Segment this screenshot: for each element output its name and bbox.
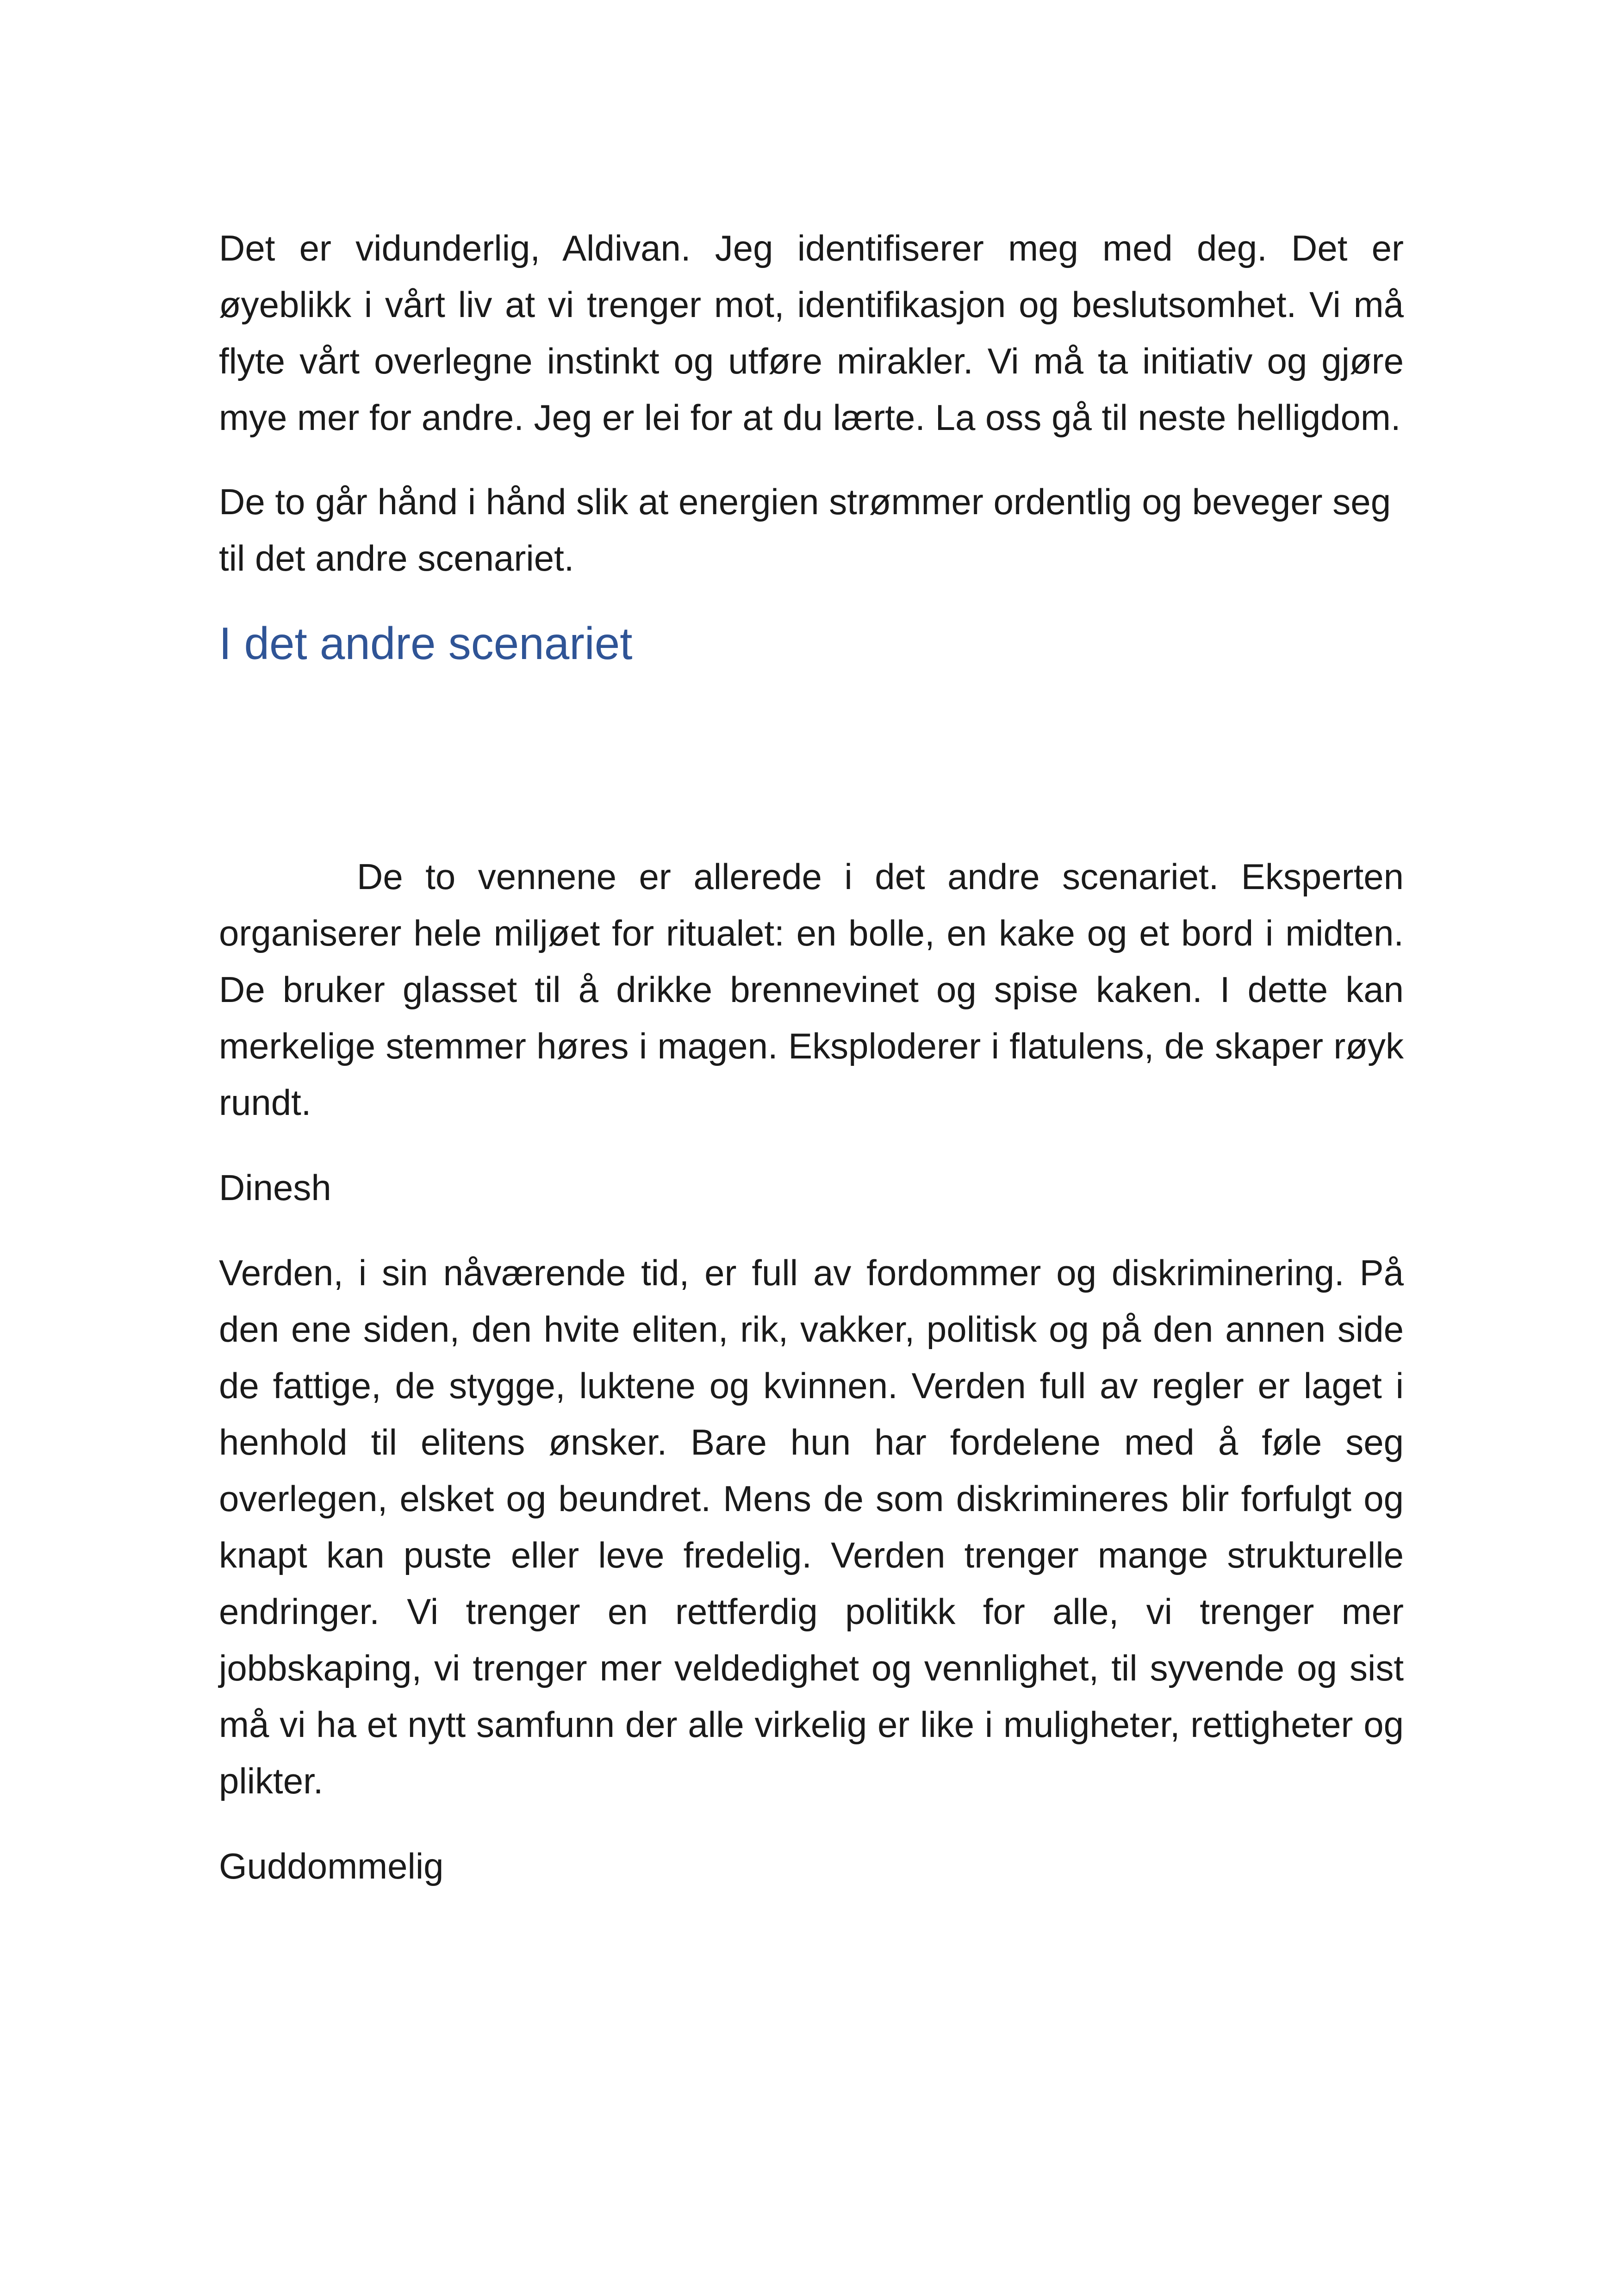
paragraph: De to vennene er allerede i det andre scenariet. Eksperten organiserer hele miljøet for ritualet: en bolle, en kake og et bord i midten. De bruker glasset til å drikke brennevinet og spise kaken. I dette kan merkelige stemmer høres i magen. Eksploderer i flatulens, de skaper røyk rundt. [219, 856, 1404, 1123]
paragraph: De to går hånd i hånd slik at energien strømmer ordentlig og beveger seg til det andre scenariet. [219, 481, 1391, 579]
paragraph: Verden, i sin nåværende tid, er full av fordommer og diskriminering. På den ene siden, den hvite eliten, rik, vakker, politisk og på den annen side de fattige, de stygge, luktene og kvinnen. Verden full av regler er laget i henhold til elitens ønsker. Bare hun har fordelene med å føle seg overlegen, elsket og beundret. Mens de som diskrimineres blir forfulgt og knapt kan puste eller leve fredelig. Verden trenger mange strukturelle endringer. Vi trenger en rettferdig politikk for alle, vi trenger mer jobbskaping, vi trenger mer veldedighet og vennlighet, til syvende og sist må vi ha et nytt samfunn der alle virkelig er like i muligheter, rettigheter og plikter. [219, 1252, 1404, 1801]
document-body [219, 220, 1404, 1894]
paragraph: Det er vidunderlig, Aldivan. Jeg identifiserer meg med deg. Det er øyeblikk i vårt liv at vi trenger mot, identifikasjon og beslutsomhet. Vi må flyte vårt overlegne instinkt og utføre mirakler. Vi må ta initiativ og gjøre mye mer for andre. Jeg er lei for at du lærte. La oss gå til neste helligdom. [219, 228, 1404, 438]
speaker-name: Guddommelig [219, 1846, 444, 1886]
speaker-name: Dinesh [219, 1167, 331, 1208]
section-heading: I det andre scenariet [219, 618, 633, 669]
